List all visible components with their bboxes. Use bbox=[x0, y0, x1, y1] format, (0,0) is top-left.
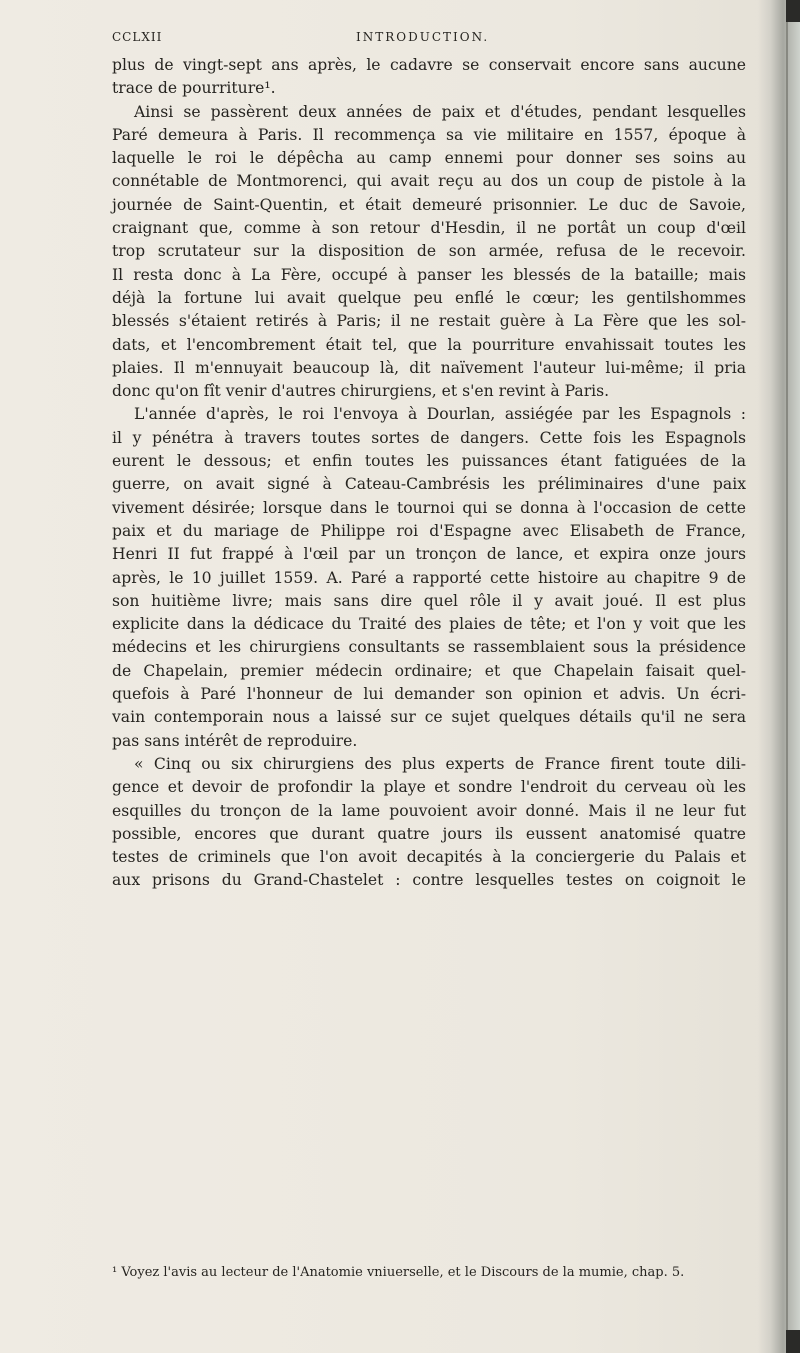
text-line: esquilles du tronçon de la lame pouvoient avoir donné. Mais il ne leur fut bbox=[112, 801, 746, 820]
text-line: « Cinq ou six chirurgiens des plus experts de France firent toute dili- bbox=[134, 754, 746, 773]
text-line: trop scrutateur sur la disposition de son armée, refusa de le recevoir. bbox=[112, 242, 746, 261]
text-line: Ainsi se passèrent deux années de paix et d'études, pendant lesquelles bbox=[134, 102, 746, 121]
text-line: eurent le dessous; et enfin toutes les puissances étant fatiguées de la bbox=[112, 452, 746, 471]
page-edge-mark bbox=[786, 0, 800, 22]
text-line: craignant que, comme à son retour d'Hesdin, il ne portât un coup d'œil bbox=[112, 219, 746, 238]
text-line: médecins et les chirurgiens consultants se rassemblaient sous la présidence bbox=[112, 638, 746, 657]
text-line: de Chapelain, premier médecin ordinaire; et que Chapelain faisait quel- bbox=[112, 661, 746, 680]
text-line: testes de criminels que l'on avoit decapités à la conciergerie du Palais et bbox=[112, 848, 746, 867]
text-line: explicite dans la dédicace du Traité des plaies de tête; et l'on y voit que les bbox=[112, 615, 746, 634]
text-line: plus de vingt-sept ans après, le cadavre se conservait encore sans aucune bbox=[112, 56, 746, 74]
text-line: dats, et l'encombrement était tel, que la pourriture envahissait toutes les bbox=[112, 335, 746, 354]
text-line: Paré demeura à Paris. Il recommença sa vie militaire en 1557, époque à bbox=[112, 125, 746, 144]
text-line: paix et du mariage de Philippe roi d'Espagne avec Elisabeth de France, bbox=[112, 521, 746, 540]
text-line: donc qu'on fît venir d'autres chirurgiens, et s'en revint à Paris. bbox=[112, 382, 610, 401]
body-text bbox=[112, 54, 746, 893]
text-line: laquelle le roi le dépêcha au camp ennemi pour donner ses soins au bbox=[112, 149, 746, 168]
text-line: il y pénétra à travers toutes sortes de dangers. Cette fois les Espagnols bbox=[112, 428, 746, 447]
page-edge-line bbox=[786, 0, 788, 1353]
running-head: INTRODUCTION. bbox=[356, 30, 490, 44]
footnote: ¹ Voyez l'avis au lecteur de l'Anatomie vniuerselle, et le Discours de la mumie, chap. 5. bbox=[112, 1265, 685, 1280]
text-line: blessés s'étaient retirés à Paris; il ne restait guère à La Fère que les sol- bbox=[112, 312, 746, 331]
text-line: trace de pourriture¹. bbox=[112, 79, 276, 98]
text-line: déjà la fortune lui avait quelque peu enflé le cœur; les gentilshommes bbox=[112, 288, 746, 307]
text-line: pas sans intérêt de reproduire. bbox=[112, 731, 358, 750]
text-line: guerre, on avait signé à Cateau-Cambrésis les préliminaires d'une paix bbox=[112, 475, 746, 494]
text-line: L'année d'après, le roi l'envoya à Dourlan, assiégée par les Espagnols : bbox=[134, 405, 746, 424]
text-line: journée de Saint-Quentin, et était demeuré prisonnier. Le duc de Savoie, bbox=[112, 195, 746, 214]
page-edge-mark bbox=[786, 1330, 800, 1353]
text-line: Il resta donc à La Fère, occupé à panser les blessés de la bataille; mais bbox=[112, 265, 746, 284]
text-line: gence et devoir de profondir la playe et sondre l'endroit du cerveau où les bbox=[112, 778, 746, 797]
text-line: après, le 10 juillet 1559. A. Paré a rapporté cette histoire au chapitre 9 de bbox=[112, 568, 746, 587]
text-line: possible, encores que durant quatre jours ils eussent anatomisé quatre bbox=[112, 824, 746, 843]
text-line: plaies. Il m'ennuyait beaucoup là, dit naïvement l'auteur lui-même; il pria bbox=[112, 358, 746, 377]
page-number: CCLXII bbox=[112, 30, 163, 44]
text-line: connétable de Montmorenci, qui avait reçu au dos un coup de pistole à la bbox=[112, 172, 746, 191]
text-line: Henri II fut frappé à l'œil par un tronçon de lance, et expira onze jours bbox=[112, 545, 746, 564]
text-line: son huitième livre; mais sans dire quel rôle il y avait joué. Il est plus bbox=[112, 591, 746, 610]
text-line: vain contemporain nous a laissé sur ce sujet quelques détails qu'il ne sera bbox=[112, 708, 746, 727]
text-line: aux prisons du Grand-Chastelet : contre lesquelles testes on coignoit le bbox=[112, 871, 746, 890]
text-line: vivement désirée; lorsque dans le tournoi qui se donna à l'occasion de cette bbox=[112, 498, 746, 517]
page-header bbox=[112, 30, 712, 48]
page-edge-shadow bbox=[758, 0, 800, 1353]
text-line: quefois à Paré l'honneur de lui demander son opinion et advis. Un écri- bbox=[112, 685, 746, 704]
